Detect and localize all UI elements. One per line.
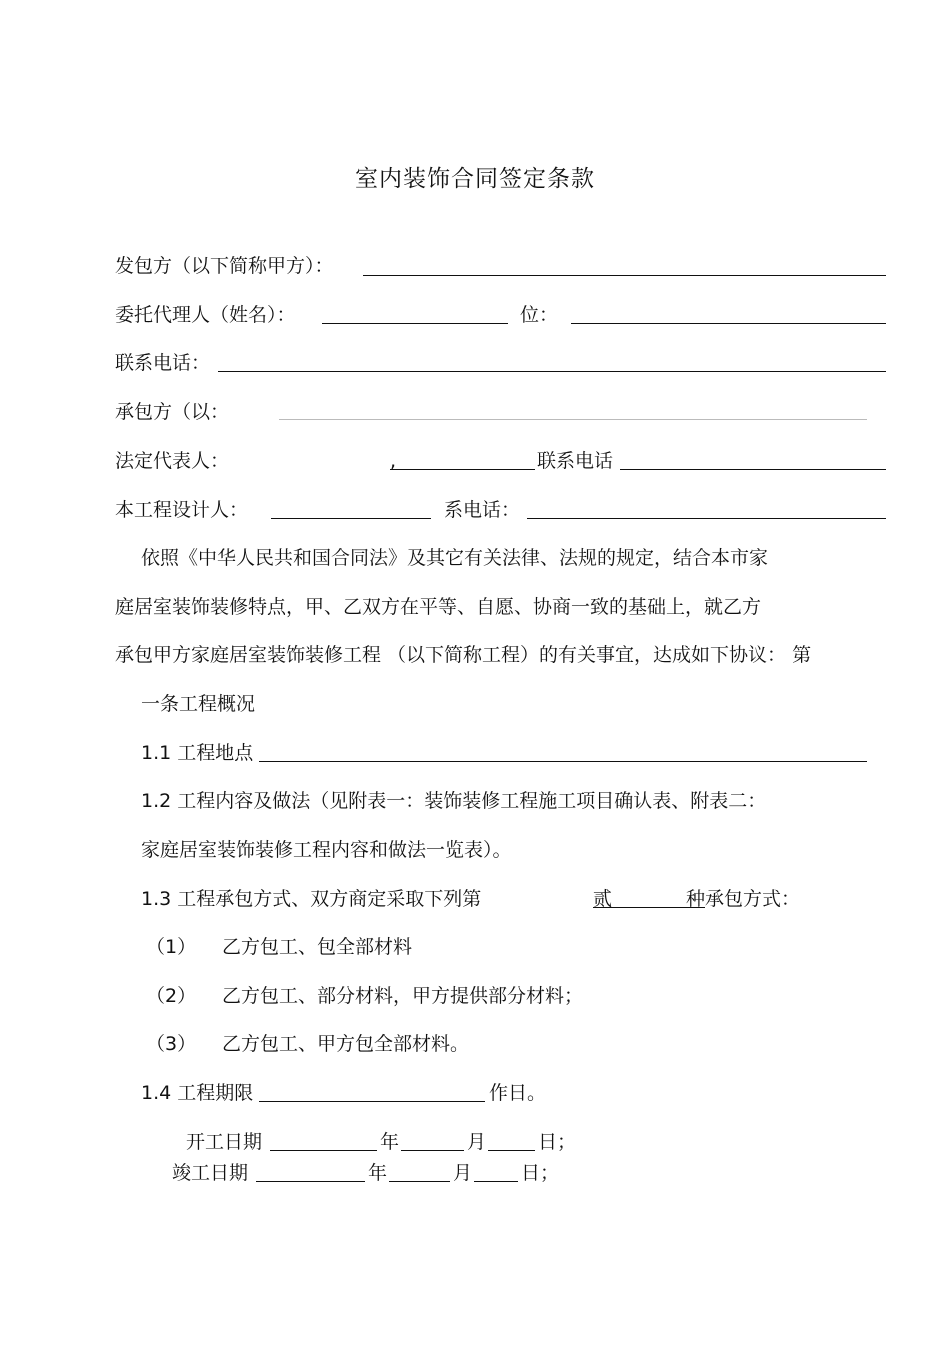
contract-mode-choice: 贰	[593, 888, 613, 910]
clause-1-2-line-1: 1.2 工程内容及做法（见附表一：装饰装修工程施工项目确认表、附表二：	[141, 790, 767, 812]
day-label: 日；	[521, 1162, 560, 1184]
year-label: 年	[380, 1131, 400, 1153]
party-a-label: 发包方（以下简称甲方）：	[115, 255, 334, 277]
option-text: 乙方包工、包全部材料	[222, 936, 413, 958]
legal-phone-label: 联系电话	[537, 450, 614, 472]
preamble-line-3: 承包甲方家庭居室装饰装修工程 （以下简称工程）的有关事宜，达成如下协议： 第	[115, 644, 812, 666]
year-label: 年	[368, 1162, 388, 1184]
clause-1-3-suffix: 种承包方式：	[686, 888, 801, 910]
start-day-blank[interactable]	[488, 1150, 535, 1151]
agent-blank[interactable]	[322, 323, 508, 324]
party-b-blank[interactable]	[279, 419, 867, 420]
clause-1-1-label: 1.1 工程地点	[141, 742, 254, 764]
option-text: 乙方包工、部分材料，甲方提供部分材料；	[222, 985, 584, 1007]
designer-label: 本工程设计人：	[115, 499, 249, 521]
clause-1-4-label: 1.4 工程期限	[141, 1082, 254, 1104]
designer-blank[interactable]	[271, 518, 431, 519]
duration-blank[interactable]	[259, 1101, 485, 1102]
clause-1-2-line-2: 家庭居室装饰装修工程内容和做法一览表）。	[141, 839, 512, 861]
party-b-label: 承包方（以：	[115, 401, 230, 423]
preamble-line-2: 庭居室装饰装修特点，甲、乙双方在平等、自愿、协商一致的基础上，就乙方	[115, 596, 762, 618]
month-label: 月	[467, 1131, 487, 1153]
designer-phone-label: 系电话：	[444, 499, 521, 521]
end-month-blank[interactable]	[389, 1181, 450, 1182]
legal-rep-comma: ,	[390, 450, 397, 472]
party-a-blank[interactable]	[363, 275, 886, 276]
clause-1-3-prefix: 1.3 工程承包方式、双方商定采取下列第	[141, 888, 482, 910]
end-date-label: 竣工日期	[172, 1162, 249, 1184]
article-1-heading: 一条工程概况	[141, 693, 256, 715]
position-label: 位：	[520, 304, 559, 326]
clause-1-4-suffix: 作日。	[489, 1082, 547, 1104]
phone-label: 联系电话：	[115, 352, 211, 374]
document-title: 室内装饰合同签定条款	[355, 166, 595, 192]
start-date-label: 开工日期	[186, 1131, 263, 1153]
designer-phone-blank[interactable]	[527, 518, 886, 519]
end-year-blank[interactable]	[256, 1181, 365, 1182]
legal-phone-blank[interactable]	[620, 469, 886, 470]
option-number: （2）	[146, 985, 197, 1007]
legal-rep-label: 法定代表人：	[115, 450, 230, 472]
start-month-blank[interactable]	[401, 1150, 464, 1151]
option-number: （3）	[146, 1033, 197, 1055]
preamble-line-1: 依照《中华人民共和国合同法》及其它有关法律、法规的规定，结合本市家	[141, 547, 769, 569]
day-label: 日；	[538, 1131, 577, 1153]
option-text: 乙方包工、甲方包全部材料。	[222, 1033, 470, 1055]
position-blank[interactable]	[571, 323, 886, 324]
phone-blank[interactable]	[218, 371, 886, 372]
option-number: （1）	[146, 936, 197, 958]
agent-label: 委托代理人（姓名）：	[115, 304, 296, 326]
end-day-blank[interactable]	[474, 1181, 518, 1182]
site-address-blank[interactable]	[259, 761, 867, 762]
month-label: 月	[453, 1162, 473, 1184]
legal-rep-blank[interactable]	[390, 469, 535, 470]
start-year-blank[interactable]	[270, 1150, 377, 1151]
